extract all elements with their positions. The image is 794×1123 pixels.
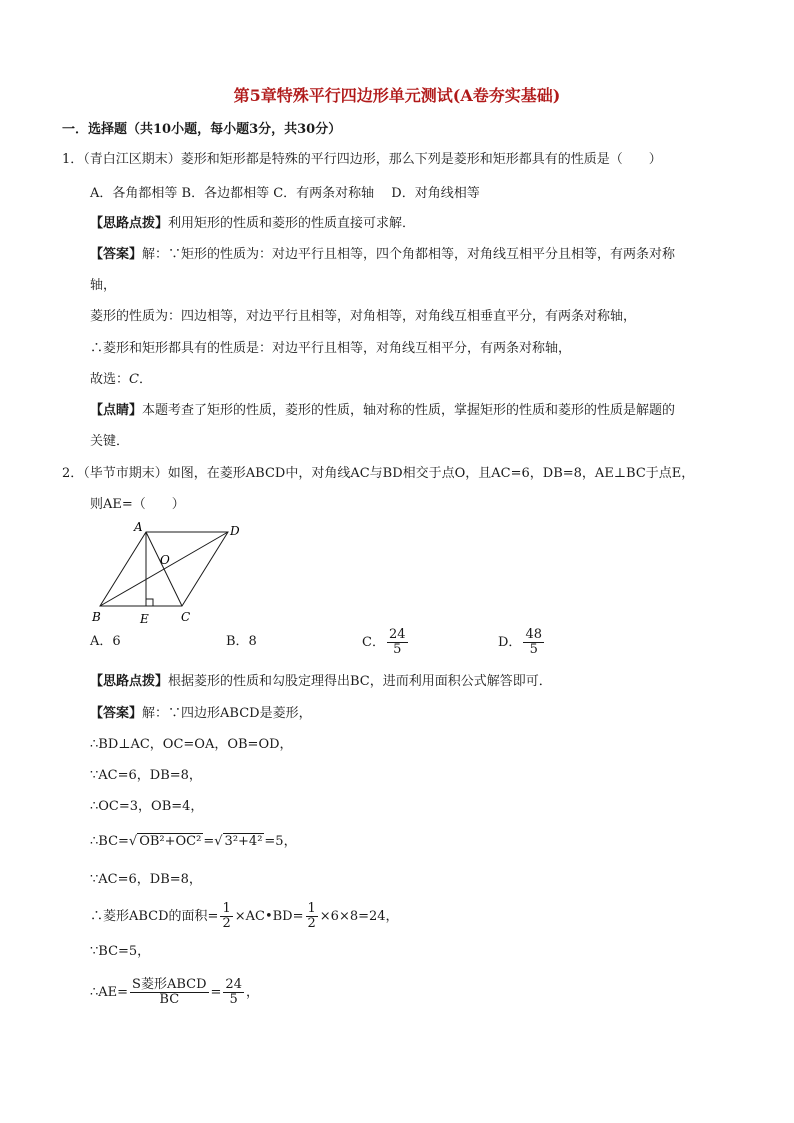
option-c-fraction [387, 628, 408, 657]
q1-hint [90, 214, 415, 234]
hint-text: 根据菱形的性质和勾股定理得出BC，进而利用面积公式解答即可． [168, 674, 552, 689]
page-title: 第5章特殊平行四边形单元测试(A卷夯实基础) [233, 86, 561, 105]
choice-suffix: ． [138, 372, 152, 387]
label-c: C [181, 610, 191, 624]
half-fraction [220, 902, 232, 931]
comment-text: 本题考查了矩形的性质，菱形的性质，轴对称的性质，掌握矩形的性质和菱形的性质是解题的 [142, 403, 676, 418]
label-d: D [230, 524, 240, 538]
q2-answer-step1 [90, 704, 312, 724]
q2-answer-step6: ∵AC=6，DB=8， [90, 872, 202, 887]
rhombus-figure [88, 518, 248, 630]
fraction-numerator: 24 [225, 977, 242, 992]
q2-hint [90, 672, 552, 692]
label-e: E [140, 612, 149, 626]
q2-answer-step7 [90, 902, 399, 931]
diagonal-bd [100, 532, 228, 606]
fraction-denominator: 5 [229, 992, 238, 1007]
fraction-numerator: 1 [222, 901, 231, 916]
label-b: B [92, 610, 101, 624]
step7-mid2: ×6×8=24， [319, 909, 399, 924]
q2-option-d [498, 628, 546, 657]
option-d-prefix: D． [498, 635, 522, 650]
q2-answer-step2: ∴BD⊥AC，OC=OA，OB=OD， [90, 737, 293, 752]
right-angle-mark [146, 599, 153, 606]
step9-suffix: ， [245, 985, 259, 1000]
hint-text: 利用矩形的性质和菱形的性质直接可求解． [168, 216, 416, 231]
q2-stem-line2: 则AE=（ ） [90, 497, 185, 512]
q2-stem-line1: 2．（毕节市期末）如图，在菱形ABCD中，对角线AC与BD相交于点O，且AC=6，DB=8，AE⊥BC于点E， [62, 466, 695, 481]
q1-answer-line1 [90, 245, 675, 265]
q2-answer-step5 [90, 832, 297, 852]
q1-answer-line4: ∴菱形和矩形都具有的性质是：对边平行且相等，对角线互相平分，有两条对称轴， [90, 341, 572, 356]
step7-prefix: ∴菱形ABCD的面积= [90, 909, 219, 924]
q2-option-c [362, 628, 410, 657]
q1-comment-line1 [90, 401, 675, 421]
half-fraction [306, 902, 318, 931]
equals: = [210, 985, 222, 1000]
fraction-numerator: 48 [525, 627, 542, 642]
fraction-numerator: S菱形ABCD [132, 977, 207, 992]
answer-text: 解：∵四边形ABCD是菱形， [142, 706, 312, 721]
area-over-bc-fraction [130, 978, 208, 1007]
answer-tag: 【答案】 [90, 247, 143, 262]
q2-answer-step3: ∵AC=6，DB=8， [90, 768, 202, 783]
hint-tag: 【思路点拨】 [90, 674, 169, 689]
step9-prefix: ∴AE= [90, 985, 129, 1000]
option-d-fraction [523, 628, 544, 657]
hint-tag: 【思路点拨】 [90, 216, 169, 231]
q1-choice [90, 370, 152, 390]
fraction-denominator: 5 [393, 642, 402, 657]
q1-options: A．各角都相等 B．各边都相等 C．有两条对称轴 D．对角线相等 [90, 186, 480, 201]
q1-comment-line2: 关键． [90, 434, 130, 449]
radical-sign: √ [128, 834, 138, 849]
radicand: 3²+4² [224, 834, 263, 849]
q2-answer-step4: ∴OC=3，OB=4， [90, 799, 204, 814]
radicand: OB²+OC² [139, 834, 202, 849]
label-a: A [134, 520, 143, 534]
q2-option-a: A．6 [90, 634, 121, 649]
q1-answer-line2: 轴， [90, 278, 117, 293]
fraction-denominator: 2 [307, 916, 316, 931]
fraction-numerator: 24 [388, 627, 406, 642]
step7-mid1: ×AC•BD= [234, 909, 304, 924]
step5-prefix: ∴BC= [90, 834, 129, 849]
answer-text: 解：∵矩形的性质为：对边平行且相等，四个角都相等，对角线互相平分且相等，有两条对称 [142, 247, 676, 262]
option-c-prefix: C． [362, 635, 385, 650]
result-fraction [223, 978, 244, 1007]
fraction-denominator: 2 [222, 916, 231, 931]
q2-answer-step9 [90, 978, 259, 1007]
equals: = [203, 834, 215, 849]
label-o: O [160, 553, 170, 567]
fraction-denominator: 5 [529, 642, 538, 657]
choice-letter: C [129, 372, 139, 387]
step5-suffix: =5， [264, 834, 297, 849]
fraction-numerator: 1 [307, 901, 316, 916]
fraction-denominator: BC [159, 992, 180, 1007]
q1-answer-line3: 菱形的性质为：四边相等，对边平行且相等，对角相等，对角线互相垂直平分，有两条对称轴， [90, 309, 637, 324]
choice-prefix: 故选： [90, 372, 130, 387]
comment-tag: 【点睛】 [90, 403, 143, 418]
q2-option-b: B．8 [226, 634, 257, 649]
radical-sign: √ [214, 834, 223, 849]
section-heading: 一．选择题（共10小题，每小题3分，共30分） [62, 122, 342, 137]
q1-stem: 1．（青白江区期末）菱形和矩形都是特殊的平行四边形，那么下列是菱形和矩形都具有的性质是（ ） [62, 152, 662, 167]
answer-tag: 【答案】 [90, 706, 143, 721]
q2-answer-step8: ∵BC=5， [90, 944, 151, 959]
